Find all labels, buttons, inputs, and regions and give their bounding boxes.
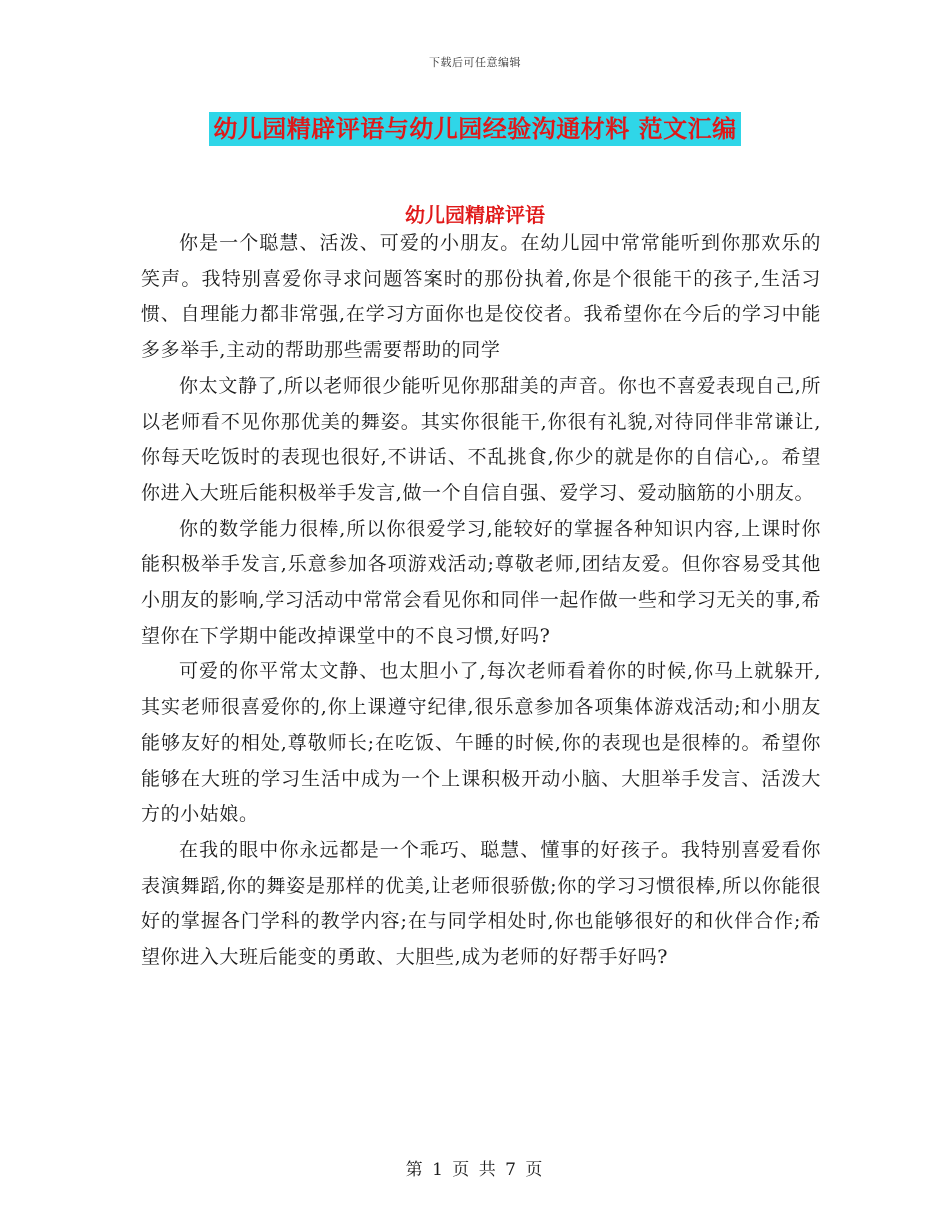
- paragraph: 可爱的你平常太文静、也太胆小了,每次老师看着你的时候,你马上就躲开,其实老师很喜爱你的,你上课遵守纪律,很乐意参加各项集体游戏活动;和小朋友能够友好的相处,尊敬师长;在吃饭、午睡的时候,你的表现也是很棒的。希望你能够在大班的学习生活中成为一个上课积极开动小脑、大胆举手发言、活泼大方的小姑娘。: [141, 660, 821, 826]
- paragraph: 你是一个聪慧、活泼、可爱的小朋友。在幼儿园中常常能听到你那欢乐的笑声。我特别喜爱你寻求问题答案时的那份执着,你是个很能干的孩子,生活习惯、自理能力都非常强,在学习方面你也是佼佼者。我希望你在今后的学习中能多多举手,主动的帮助那些需要帮助的同学: [141, 232, 821, 362]
- document-title: 幼儿园精辟评语与幼儿园经验沟通材料 范文汇编: [209, 112, 740, 146]
- section-heading: 幼儿园精辟评语: [405, 203, 545, 227]
- paragraph: 你的数学能力很棒,所以你很爱学习,能较好的掌握各种知识内容,上课时你能积极举手发言,乐意参加各项游戏活动;尊敬老师,团结友爱。但你容易受其他小朋友的影响,学习活动中常常会看见你和同伴一起作做一些和学习无关的事,希望你在下学期中能改掉课堂中的不良习惯,好吗?: [141, 517, 821, 647]
- page-number: 第 1 页 共 7 页: [405, 1160, 545, 1180]
- header-note: 下载后可任意编辑: [429, 56, 521, 69]
- paragraph: 在我的眼中你永远都是一个乖巧、聪慧、懂事的好孩子。我特别喜爱看你表演舞蹈,你的舞姿是那样的优美,让老师很骄傲;你的学习习惯很棒,所以你能很好的掌握各门学科的教学内容;在与同学相处时,你也能够很好的和伙伴合作;希望你进入大班后能变的勇敢、大胆些,成为老师的好帮手好吗?: [141, 838, 821, 969]
- main-title-wrap: [0, 112, 950, 146]
- body-text: [141, 226, 821, 976]
- paragraph: 你太文静了,所以老师很少能听见你那甜美的声音。你也不喜爱表现自己,所以老师看不见你那优美的舞姿。其实你很能干,你很有礼貌,对待同伴非常谦让,你每天吃饭时的表现也很好,不讲话、不乱挑食,你少的就是你的自信心,。希望你进入大班后能积极举手发言,做一个自信自强、爱学习、爱动脑筋的小朋友。: [141, 374, 821, 504]
